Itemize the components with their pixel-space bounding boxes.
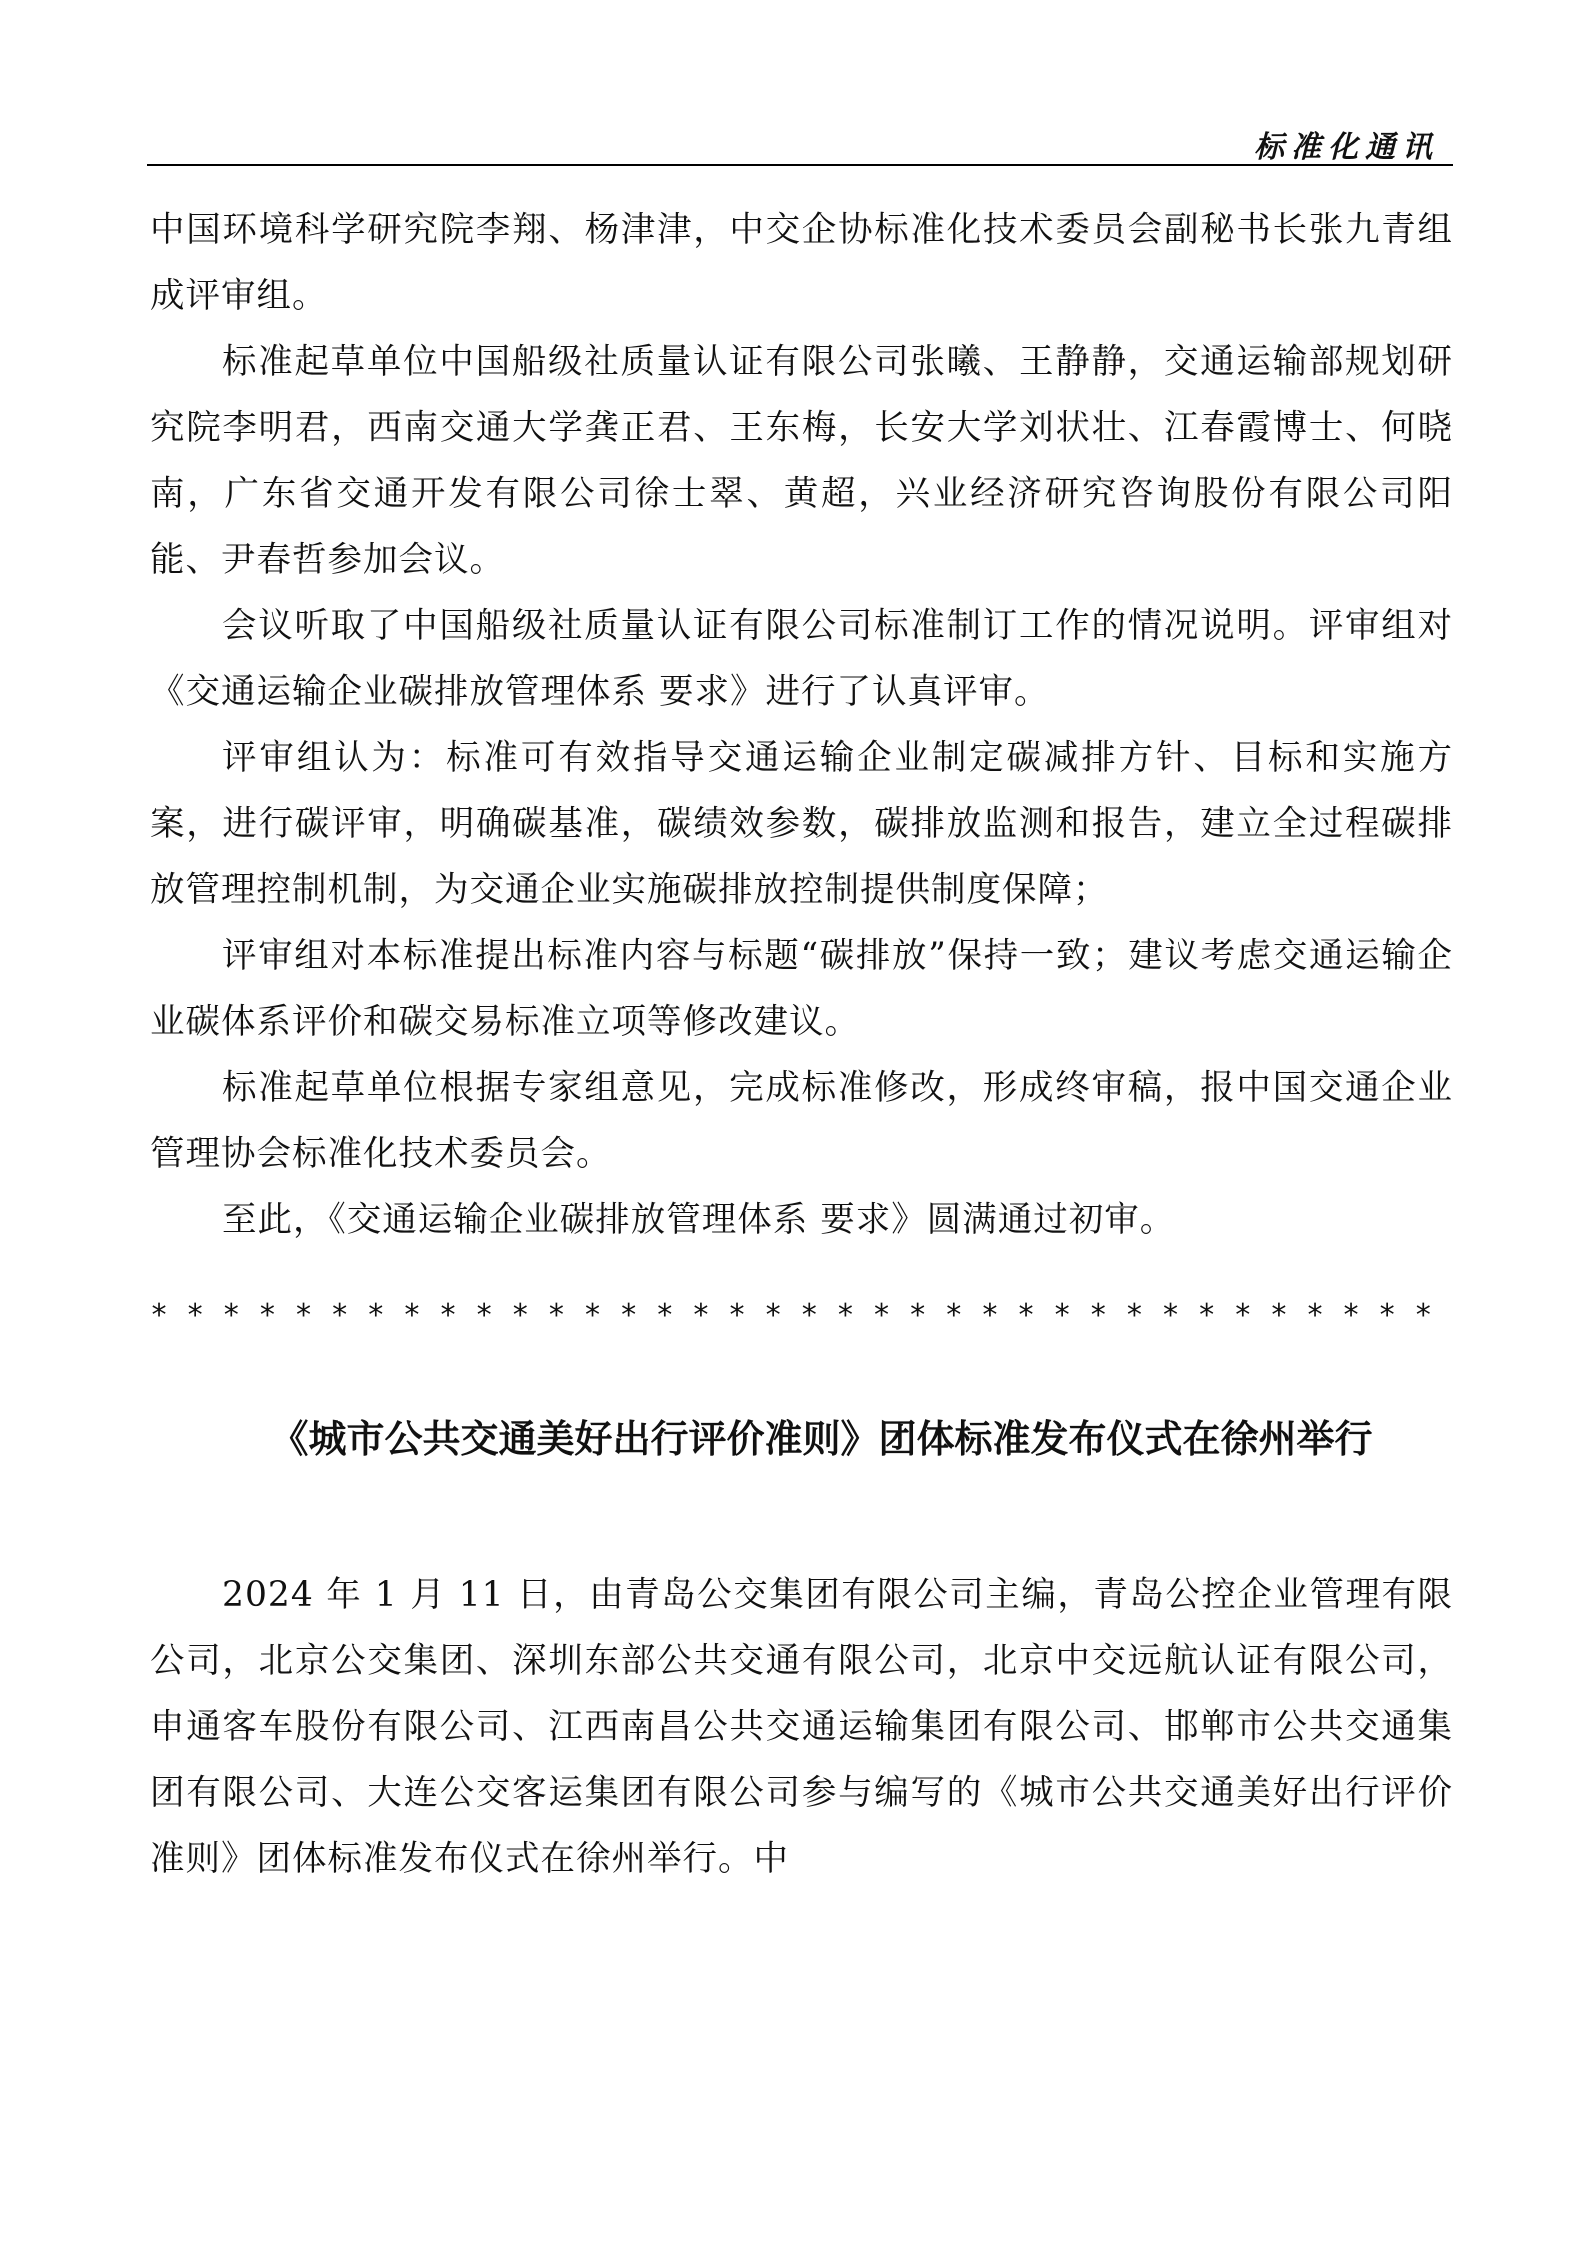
article-paragraph: 2024 年 1 月 11 日，由青岛公交集团有限公司主编，青岛公控企业管理有限公司，北京公交集团、深圳东部公共交通有限公司，北京中交远航认证有限公司，申通客车股份有限公司、江西南昌公共交通运输集团有限公司、邯郸市公共交通集团有限公司、大连公交客运集团有限公司参与编写的《城市公共交通美好出行评价准则》团体标准发布仪式在徐州举行。中 (150, 1575, 1453, 1879)
page-content (150, 197, 1453, 1892)
page-header (147, 112, 1453, 166)
article-title: 《城市公共交通美好出行评价准则》团体标准发布仪式在徐州举行 (270, 1416, 1373, 1461)
paragraph-conclusion: 至此，《交通运输企业碳排放管理体系 要求》圆满通过初审。 (222, 1200, 1176, 1240)
paragraph-meeting-review: 会议听取了中国船级社质量认证有限公司标准制订工作的情况说明。评审组对《交通运输企业碳排放管理体系 要求》进行了认真评审。 (150, 606, 1453, 712)
publication-title: 标准化通讯 (1254, 130, 1439, 165)
paragraph-revision: 标准起草单位根据专家组意见，完成标准修改，形成终审稿，报中国交通企业管理协会标准化技术委员会。 (150, 1068, 1453, 1174)
paragraph-drafting-units: 标准起草单位中国船级社质量认证有限公司张曦、王静静，交通运输部规划研究院李明君，西南交通大学龚正君、王东梅，长安大学刘状壮、江春霞博士、何晓南，广东省交通开发有限公司徐士翠、黄超，兴业经济研究咨询股份有限公司阳能、尹春哲参加会议。 (150, 342, 1453, 580)
paragraph-continuation: 中国环境科学研究院李翔、杨津津，中交企协标准化技术委员会副秘书长张九青组成评审组。 (150, 210, 1453, 316)
paragraph-suggestions: 评审组对本标准提出标准内容与标题“碳排放”保持一致；建议考虑交通运输企业碳体系评价和碳交易标准立项等修改建议。 (150, 936, 1453, 1042)
section-separator: * * * * * * * * * * * * * * * * * * * * * * * * * * * * * * * * * * * * (150, 1298, 1433, 1333)
paragraph-review-opinion: 评审组认为：标准可有效指导交通运输企业制定碳减排方针、目标和实施方案，进行碳评审，明确碳基准，碳绩效参数，碳排放监测和报告，建立全过程碳排放管理控制机制，为交通企业实施碳排放控制提供制度保障； (150, 738, 1453, 910)
title-spacer (150, 1474, 1453, 1562)
